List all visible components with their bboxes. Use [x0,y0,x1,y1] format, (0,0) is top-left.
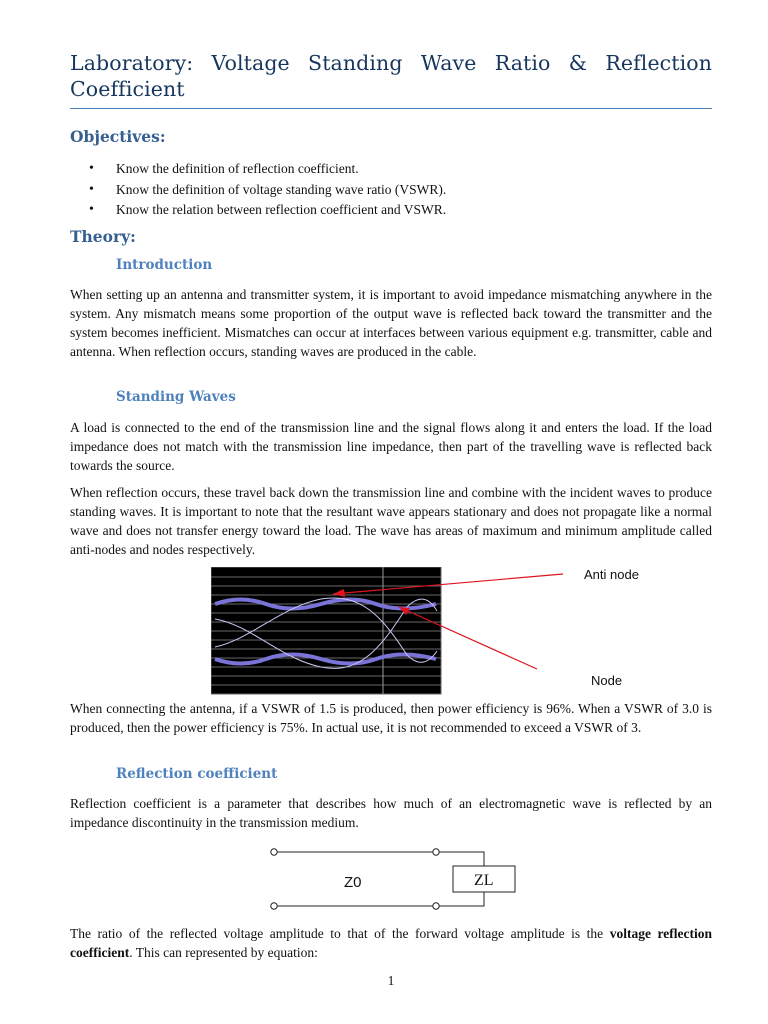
standing-waves-heading: Standing Waves [116,389,236,405]
page-number: 1 [387,973,395,988]
transmission-line-circuit-diagram [268,842,528,919]
reflection-coefficient-paragraph-1: Reflection coefficient is a parameter that describes how much of an electromagnetic wave is reflected by an impedance discontinuity in the transmission medium. [70,796,712,830]
reflection-coefficient-heading: Reflection coefficient [116,766,278,782]
voltage-reflection-coefficient-term: voltage reflection coefficient [70,926,713,960]
paragraph-text: The ratio of the reflected voltage amplitude to that of the forward voltage amplitude is the [70,926,610,941]
objectives-heading: Objectives: [70,127,166,146]
objective-item: • Know the definition of voltage standing wave ratio (VSWR). [70,180,446,201]
node-label: Node [591,673,623,688]
theory-heading: Theory: [70,227,136,246]
title-underline [70,108,712,109]
objective-item: • Know the definition of reflection coefficient. [70,159,446,180]
document-title [70,50,712,102]
z0-label: Z0 [344,874,362,891]
circuit-diagram-svg [268,842,528,914]
standing-waves-paragraph-2: When reflection occurs, these travel back down the transmission line and combine with the incident waves to produce standing waves. It is important to note that the resultant wave appears stationary and does not propagate like a normal wave and does not transfer energy toward the load. The wave has areas of maximum and minimum amplitude called anti-nodes and nodes respectively. [70,485,712,557]
standing-wave-oscilloscope-image [211,567,651,695]
anti-node-label: Anti node [584,567,639,582]
title-line-2: Coefficient [70,77,185,101]
objective-item: • Know the relation between reflection coefficient and VSWR. [70,200,446,221]
zl-label: ZL [474,872,494,889]
vswr-efficiency-paragraph: When connecting the antenna, if a VSWR of 1.5 is produced, then power efficiency is 96%. When a VSWR of 3.0 is produced, then the power efficiency is 75%. In actual use, it is not recommended to exceed a VSWR of 3. [70,701,712,735]
paragraph-text: . This can represented by equation: [129,945,318,960]
title-line-1: Laboratory: Voltage Standing Wave Ratio & Reflection [70,51,712,75]
introduction-heading: Introduction [116,257,213,273]
objectives-list [70,159,446,221]
introduction-paragraph: When setting up an antenna and transmitter system, it is important to avoid impedance mismatching anywhere in the system. Any mismatch means some proportion of the output wave is reflected back toward the transmitter and the system becomes inefficient. Mismatches can occur at interfaces between various equipment e.g. transmitter, cable and antenna. When reflection occurs, standing waves are produced in the cable. [70,287,712,359]
standing-wave-figure [211,567,651,700]
reflection-coefficient-paragraph-2 [70,924,712,962]
standing-waves-paragraph-1: A load is connected to the end of the transmission line and the signal flows along it and enters the load. If the load impedance does not match with the transmission line impedance, then part of the travelling wave is reflected back towards the source. [70,420,712,473]
